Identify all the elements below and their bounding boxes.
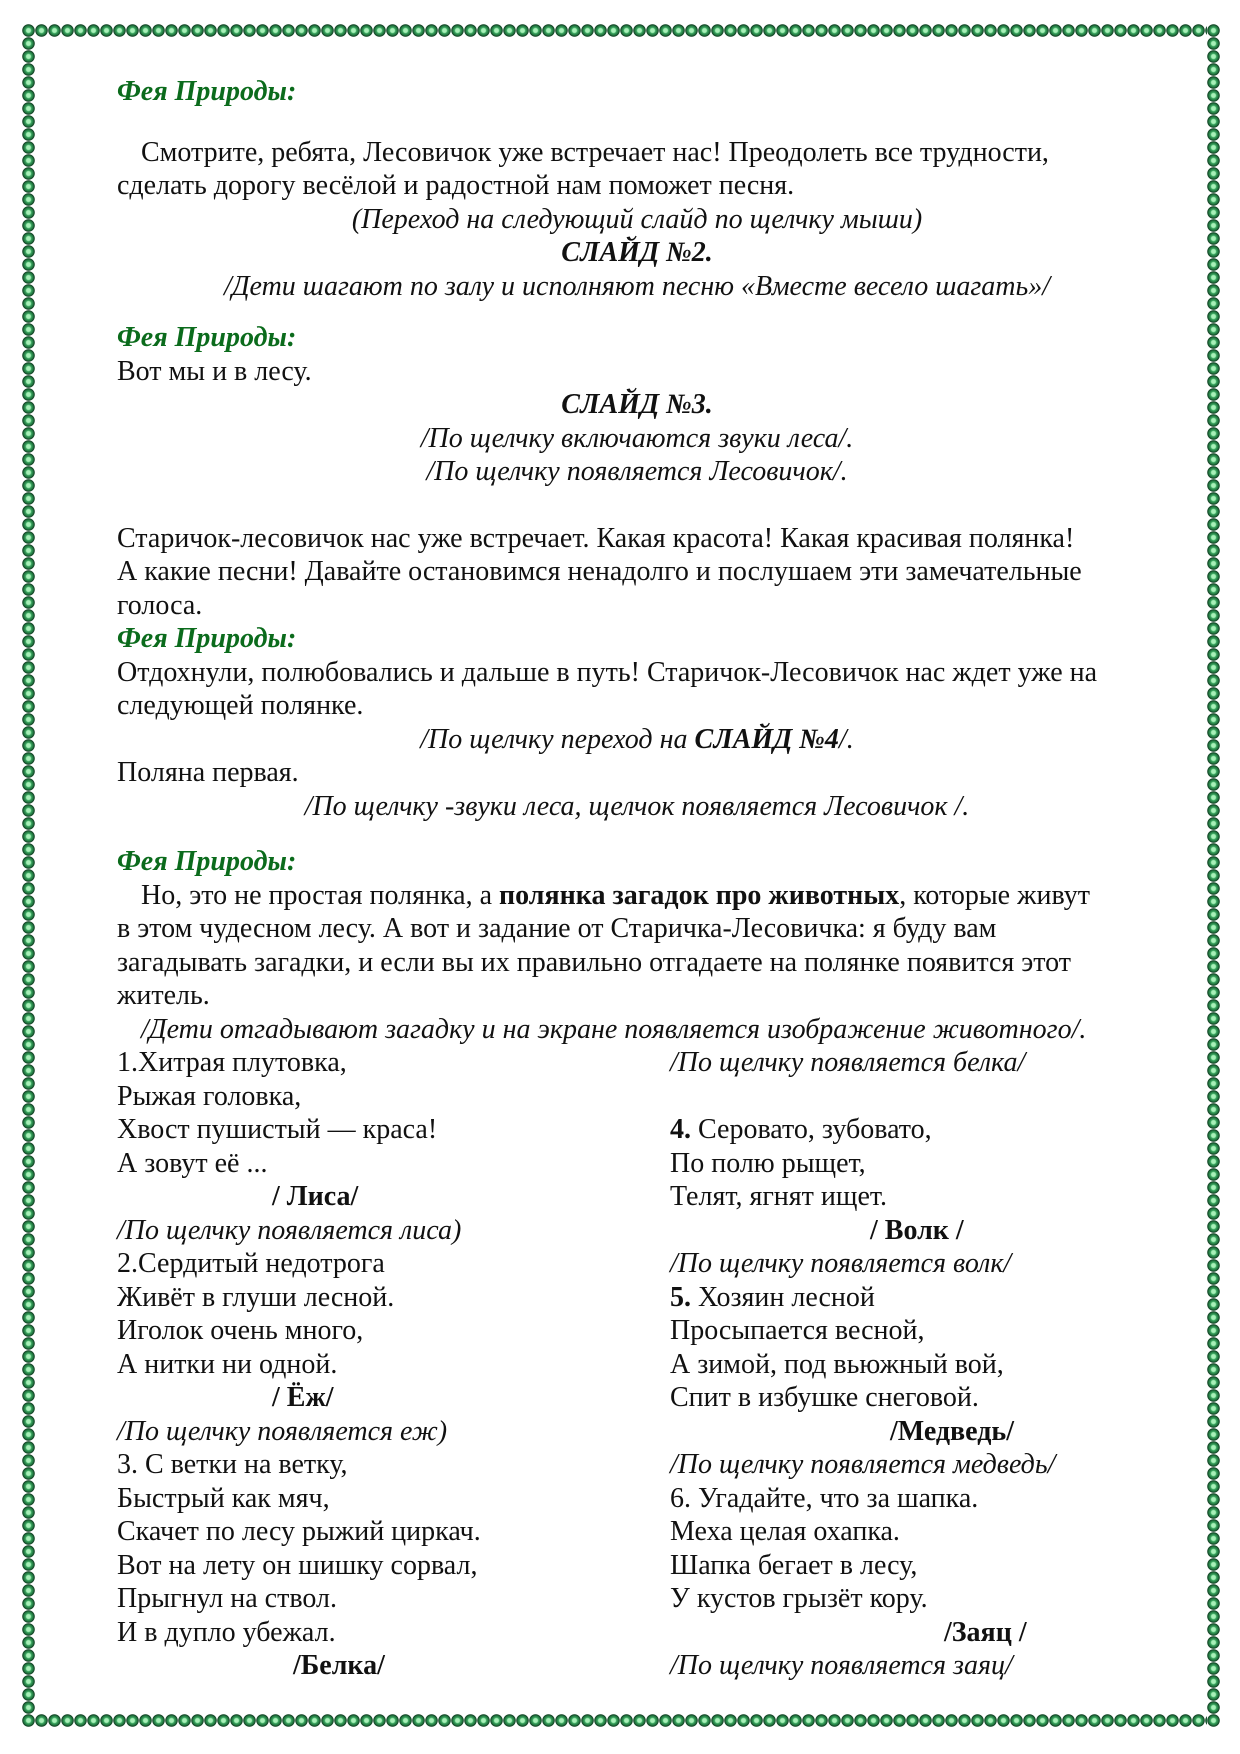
script-block xyxy=(117,522,1157,824)
text-segment: И в дупло убежал. xyxy=(117,1616,336,1648)
riddle-line xyxy=(117,1247,667,1281)
riddle-answer xyxy=(670,1415,1170,1449)
text-segment: , которые живут xyxy=(899,879,1090,911)
riddle-line xyxy=(117,1515,667,1549)
riddle-line xyxy=(117,1314,667,1348)
stage-direction-text: /Дети шагают по залу и исполняют песню «Вместе весело шагать»/ xyxy=(223,270,1051,302)
text-line xyxy=(117,946,1157,980)
text-segment: А какие песни! Давайте остановимся ненадолго и послушаем эти замечательные xyxy=(117,556,1082,587)
bold-text: / Волк / xyxy=(870,1214,964,1246)
text-line xyxy=(117,790,1157,824)
riddle-answer xyxy=(117,1381,667,1415)
bold-text: /Белка/ xyxy=(293,1650,385,1681)
text-segment: По полю рыщет, xyxy=(670,1147,866,1179)
bold-text: полянка загадок про животных xyxy=(499,879,900,911)
stage-direction-text: /По щелчку переход на xyxy=(420,723,695,755)
text-line xyxy=(117,388,1157,422)
page-border-right xyxy=(1207,24,1220,1727)
riddle-answer xyxy=(117,1180,667,1214)
bold-text: СЛАЙД №4 xyxy=(694,723,839,755)
text-segment: загадывать загадки, и если вы их правильно отгадаете на полянке появится этот xyxy=(117,946,1072,978)
speaker-heading xyxy=(117,75,1157,109)
text-line xyxy=(117,136,1157,170)
stage-direction-text: /По щелчку включаются звуки леса/. xyxy=(420,422,854,454)
stage-direction-text: (Переход на следующий слайд по щелчку мыши) xyxy=(351,203,923,235)
script-block xyxy=(117,75,1157,109)
riddle-line xyxy=(670,1482,1170,1516)
text-segment: Хвост пушистый — краса! xyxy=(117,1114,438,1145)
bold-text: 5. xyxy=(670,1281,691,1313)
text-segment: Старичок-лесовичок нас уже встречает. Какая красота! Какая красивая полянка! xyxy=(117,522,1075,554)
text-segment: голоса. xyxy=(117,589,203,621)
riddle-line xyxy=(670,1113,1170,1147)
text-line xyxy=(117,879,1157,913)
riddle-line xyxy=(670,1314,1170,1348)
stage-direction-text: /По щелчку появляется Лесовичок/. xyxy=(426,456,848,487)
text-line xyxy=(117,169,1157,203)
text-line xyxy=(117,236,1157,270)
riddle-line xyxy=(117,1549,667,1583)
text-line xyxy=(117,589,1157,623)
stage-direction-text: /По щелчку появляется волк/ xyxy=(670,1248,1012,1279)
text-segment: Просыпается весной, xyxy=(670,1315,925,1346)
riddle-line xyxy=(117,1448,667,1482)
text-segment: Быстрый как мяч, xyxy=(117,1482,330,1514)
text-line xyxy=(117,1013,1157,1047)
text-line xyxy=(117,979,1157,1013)
text-line xyxy=(117,689,1157,723)
stage-direction-text: /По щелчку -звуки леса, щелчок появляется Лесовичок /. xyxy=(304,790,970,822)
riddle-answer xyxy=(670,1616,1170,1650)
text-segment: Иголок очень много, xyxy=(117,1315,364,1346)
riddle-line xyxy=(117,1348,667,1382)
page-border-bottom xyxy=(22,1714,1220,1727)
bold-text: /Медведь/ xyxy=(890,1415,1014,1447)
text-segment: Вот на лету он шишку сорвал, xyxy=(117,1549,478,1581)
text-segment: Серовато, зубовато, xyxy=(691,1114,932,1145)
bold-text: СЛАЙД №2. xyxy=(561,237,713,268)
text-segment: 1.Хитрая плутовка, xyxy=(117,1047,347,1078)
text-segment: в этом чудесном лесу. А вот и задание от Старичка-Лесовичка: я буду вам xyxy=(117,913,997,944)
text-line xyxy=(117,656,1157,690)
text-line xyxy=(117,723,1157,757)
riddle-line xyxy=(117,1415,667,1449)
text-segment: Но, это не простая полянка, а xyxy=(141,879,499,911)
riddle-line xyxy=(117,1616,667,1650)
stage-direction-text: /По щелчку появляется заяц/ xyxy=(670,1650,1013,1681)
page-border-left xyxy=(22,24,35,1727)
text-segment: А нитки ни одной. xyxy=(117,1348,338,1380)
text-line xyxy=(117,422,1157,456)
stage-direction-text: /По щелчку появляется медведь/ xyxy=(670,1449,1056,1480)
riddle-line xyxy=(117,1582,667,1616)
riddles-columns xyxy=(117,1046,1157,1686)
text-segment: сделать дорогу весёлой и радостной нам поможет песня. xyxy=(117,170,795,201)
text-segment: Поляна первая. xyxy=(117,757,299,788)
text-segment: Фея Природы: xyxy=(117,322,297,353)
text-segment: У кустов грызёт кору. xyxy=(670,1583,928,1614)
riddle-line xyxy=(670,1515,1170,1549)
text-segment: Скачет по лесу рыжий циркач. xyxy=(117,1516,481,1547)
text-segment: Меха целая охапка. xyxy=(670,1516,900,1547)
riddle-line xyxy=(117,1080,667,1114)
text-segment: Смотрите, ребята, Лесовичок уже встречает нас! Преодолеть все трудности, xyxy=(141,136,1049,168)
riddle-answer xyxy=(670,1214,1170,1248)
speaker-heading xyxy=(117,622,1157,656)
text-line xyxy=(117,522,1157,556)
riddle-line xyxy=(670,1649,1170,1683)
text-line xyxy=(117,756,1157,790)
riddle-line xyxy=(670,1348,1170,1382)
text-line xyxy=(117,912,1157,946)
riddle-line xyxy=(117,1281,667,1315)
document-body xyxy=(117,75,1157,1686)
riddles-right-column xyxy=(670,1046,1170,1683)
text-segment: 6. Угадайте, что за шапка. xyxy=(670,1482,979,1514)
riddle-line xyxy=(670,1448,1170,1482)
bold-text: /Заяц / xyxy=(944,1616,1027,1648)
bold-text: / Ёж/ xyxy=(272,1382,334,1413)
bold-text: / Лиса/ xyxy=(272,1181,359,1212)
text-segment: Отдохнули, полюбовались и дальше в путь! Старичок-Лесовичок нас ждет уже на xyxy=(117,656,1098,688)
text-segment: Шапка бегает в лесу, xyxy=(670,1549,918,1581)
stage-direction-text: /По щелчку появляется еж) xyxy=(117,1415,448,1447)
text-segment: житель. xyxy=(117,980,210,1011)
stage-direction-text: /. xyxy=(838,723,854,755)
text-segment: А зовут её ... xyxy=(117,1147,268,1179)
text-segment: Спит в избушке снеговой. xyxy=(670,1382,979,1413)
speaker-heading xyxy=(117,321,1157,355)
riddles-left-column xyxy=(117,1046,667,1683)
stage-direction-text: /По щелчку появляется лиса) xyxy=(117,1214,462,1246)
text-line xyxy=(117,270,1157,304)
riddle-line xyxy=(670,1582,1170,1616)
text-segment: Рыжая головка, xyxy=(117,1080,302,1112)
text-segment: Фея Природы: xyxy=(117,846,297,877)
bold-text: 4. xyxy=(670,1114,691,1145)
text-segment: А зимой, под вьюжный вой, xyxy=(670,1348,1004,1380)
riddle-line xyxy=(670,1046,1170,1080)
text-segment: Вот мы и в лесу. xyxy=(117,355,312,387)
text-segment: Хозяин лесной xyxy=(691,1281,875,1313)
text-line xyxy=(117,355,1157,389)
riddle-line xyxy=(670,1247,1170,1281)
riddle-line xyxy=(117,1482,667,1516)
text-line xyxy=(117,203,1157,237)
text-segment: следующей полянке. xyxy=(117,690,364,721)
riddle-line xyxy=(670,1281,1170,1315)
riddle-line xyxy=(670,1381,1170,1415)
bold-text: СЛАЙД №3. xyxy=(561,389,713,420)
text-segment: Телят, ягнят ищет. xyxy=(670,1181,888,1212)
riddle-line xyxy=(670,1549,1170,1583)
riddle-line xyxy=(117,1147,667,1181)
speaker-heading xyxy=(117,845,1157,879)
text-segment: Живёт в глуши лесной. xyxy=(117,1281,395,1313)
riddle-line xyxy=(117,1214,667,1248)
riddle-line xyxy=(670,1180,1170,1214)
riddle-line xyxy=(670,1080,1170,1114)
text-segment: 2.Сердитый недотрога xyxy=(117,1248,385,1279)
riddle-line xyxy=(117,1046,667,1080)
text-line xyxy=(117,555,1157,589)
text-segment: Фея Природы: xyxy=(117,623,297,654)
stage-direction-text: /Дети отгадывают загадку и на экране появляется изображение животного/. xyxy=(141,1013,1087,1045)
stage-direction-text: /По щелчку появляется белка/ xyxy=(670,1047,1026,1078)
script-block xyxy=(117,136,1157,304)
page-border-top xyxy=(22,24,1220,37)
text-segment: Прыгнул на ствол. xyxy=(117,1583,337,1614)
text-segment: 3. С ветки на ветку, xyxy=(117,1449,348,1480)
script-block xyxy=(117,845,1157,1046)
script-block xyxy=(117,321,1157,489)
riddle-line xyxy=(117,1113,667,1147)
riddle-line xyxy=(670,1147,1170,1181)
riddle-answer xyxy=(117,1649,667,1683)
text-line xyxy=(117,455,1157,489)
script-blocks xyxy=(117,75,1157,1046)
text-segment: Фея Природы: xyxy=(117,76,297,107)
